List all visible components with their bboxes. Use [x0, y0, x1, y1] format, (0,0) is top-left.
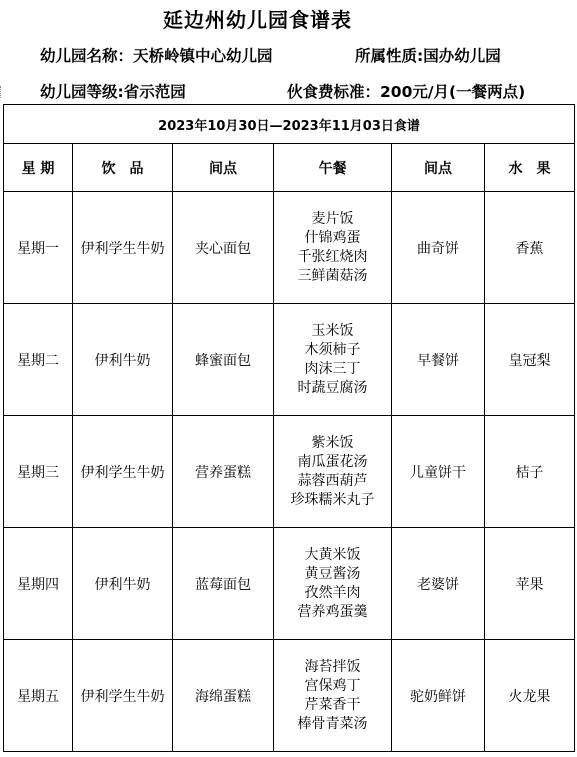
lunch-cell: [274, 304, 392, 416]
lunch-item: 孜然羊肉: [304, 584, 361, 601]
lunch-item: 时蔬豆腐汤: [297, 379, 368, 396]
snack-afternoon-cell: 曲奇饼: [392, 192, 485, 304]
table-header-row: [4, 144, 575, 192]
snack-afternoon-cell: 儿童饼干: [392, 416, 485, 528]
lunch-item: 棒骨青菜汤: [297, 715, 368, 732]
lunch-item: 蒜蓉西葫芦: [297, 472, 368, 489]
meal-fee-standard: 伙食费标准：200元/月(一餐两点): [287, 83, 526, 101]
lunch-item: 海苔拌饭: [304, 658, 361, 675]
lunch-item: 南瓜蛋花汤: [297, 453, 368, 470]
drink-cell: 伊利牛奶: [73, 528, 173, 640]
table-row: [4, 528, 575, 640]
drink-cell: 伊利学生牛奶: [73, 416, 173, 528]
header-snack-afternoon: 间点: [392, 144, 485, 192]
header-day: 星 期: [4, 144, 73, 192]
kindergarten-name: 幼儿园名称：天桥岭镇中心幼儿园: [40, 47, 273, 65]
table-row: [4, 416, 575, 528]
fruit-cell: 皇冠梨: [485, 304, 575, 416]
menu-table: [3, 104, 575, 752]
fruit-cell: 桔子: [485, 416, 575, 528]
header-lunch: 午餐: [274, 144, 392, 192]
day-cell: 星期二: [4, 304, 73, 416]
table-row: [4, 640, 575, 752]
fruit-cell: 香蕉: [485, 192, 575, 304]
lunch-item: 大黄米饭: [304, 546, 361, 563]
lunch-cell: [274, 416, 392, 528]
page-title: 延边州幼儿园食谱表: [163, 8, 352, 32]
day-cell: 星期一: [4, 192, 73, 304]
fruit-cell: 火龙果: [485, 640, 575, 752]
snack-morning-cell: 蜂蜜面包: [173, 304, 274, 416]
lunch-item: 肉沫三丁: [304, 360, 361, 377]
snack-afternoon-cell: 老婆饼: [392, 528, 485, 640]
day-cell: 星期四: [4, 528, 73, 640]
page-edge-marker: [0, 86, 3, 98]
lunch-item: 黄豆酱汤: [304, 565, 361, 582]
drink-cell: 伊利学生牛奶: [73, 192, 173, 304]
ownership-type: 所属性质:国办幼儿园: [355, 47, 501, 65]
lunch-item: 三鲜菌菇汤: [297, 267, 368, 284]
day-cell: 星期三: [4, 416, 73, 528]
snack-afternoon-cell: 驼奶鲜饼: [392, 640, 485, 752]
snack-morning-cell: 营养蛋糕: [173, 416, 274, 528]
table-caption-row: [4, 105, 575, 144]
drink-cell: 伊利学生牛奶: [73, 640, 173, 752]
kindergarten-grade: 幼儿园等级:省示范园: [40, 83, 186, 101]
lunch-item: 宫保鸡丁: [304, 677, 361, 694]
lunch-item: 千张红烧肉: [297, 248, 368, 265]
lunch-cell: [274, 528, 392, 640]
table-row: [4, 192, 575, 304]
snack-morning-cell: 夹心面包: [173, 192, 274, 304]
snack-morning-cell: 蓝莓面包: [173, 528, 274, 640]
header-snack-morning: 间点: [173, 144, 274, 192]
day-cell: 星期五: [4, 640, 73, 752]
lunch-item: 玉米饭: [311, 322, 354, 339]
snack-afternoon-cell: 早餐饼: [392, 304, 485, 416]
snack-morning-cell: 海绵蛋糕: [173, 640, 274, 752]
fruit-cell: 苹果: [485, 528, 575, 640]
lunch-item: 芹菜香干: [304, 696, 361, 713]
table-row: [4, 304, 575, 416]
lunch-item: 珍珠糯米丸子: [290, 491, 375, 508]
drink-cell: 伊利牛奶: [73, 304, 173, 416]
lunch-item: 营养鸡蛋羹: [297, 603, 368, 620]
lunch-cell: [274, 192, 392, 304]
lunch-cell: [274, 640, 392, 752]
lunch-item: 紫米饭: [311, 434, 354, 451]
header-fruit: 水 果: [485, 144, 575, 192]
lunch-item: 什锦鸡蛋: [304, 229, 361, 246]
lunch-item: 木须柿子: [304, 341, 361, 358]
menu-date-range: 2023年10月30日—2023年11月03日食谱: [4, 105, 575, 144]
header-drink: 饮 品: [73, 144, 173, 192]
lunch-item: 麦片饭: [311, 210, 354, 227]
